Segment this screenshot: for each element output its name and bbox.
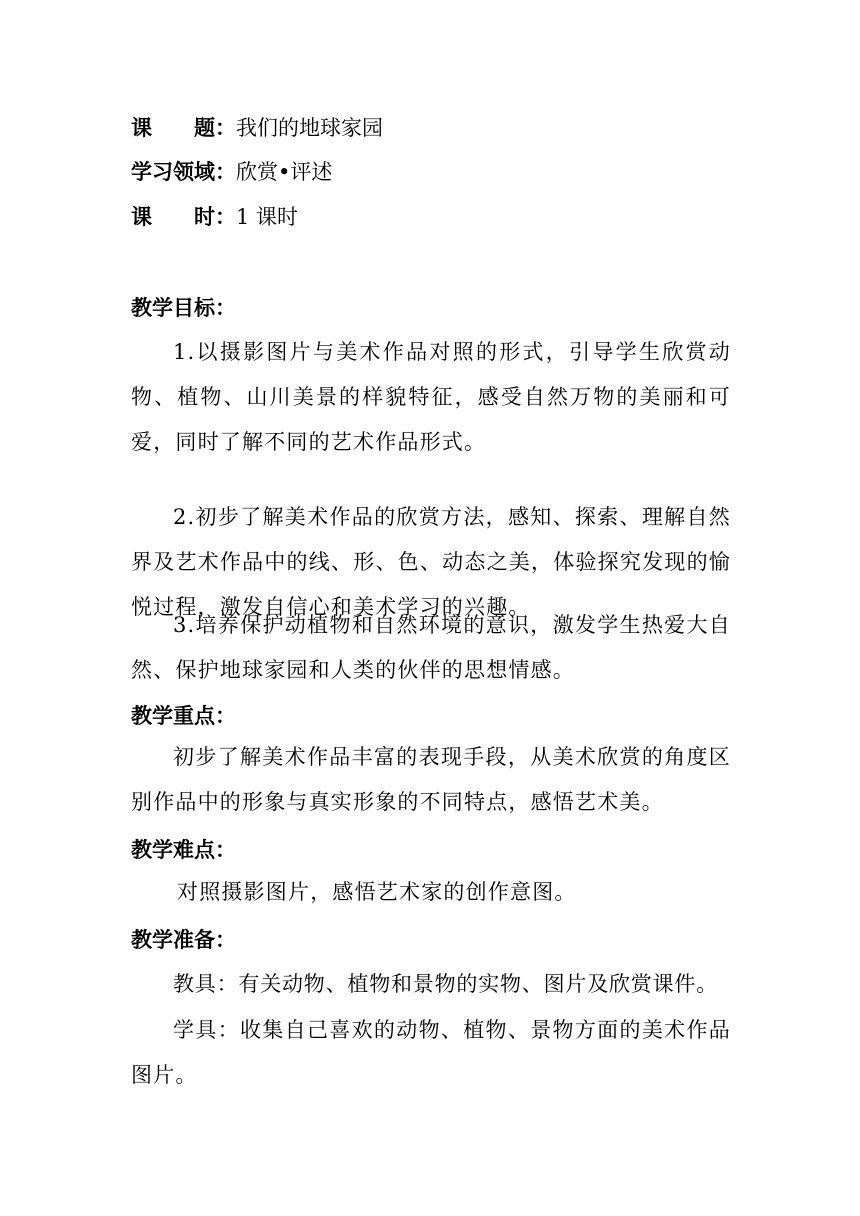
key-points-text: 初步了解美术作品丰富的表现手段，从美术欣赏的角度区别作品中的形象与真实形象的不同特点，感悟艺术美。 (131, 745, 731, 814)
period-line (131, 203, 731, 231)
domain-line (131, 158, 731, 186)
objective-item-1: 1.以摄影图片与美术作品对照的形式，引导学生欣赏动物、植物、山川美景的样貌特征，感受自然万物的美丽和可爱，同时了解不同的艺术作品形式。 (131, 340, 731, 454)
domain-value: 欣赏•评述 (236, 160, 333, 184)
key-points-heading: 教学重点： (131, 703, 236, 728)
period-label: 课 时： (131, 204, 236, 229)
topic-line (131, 114, 731, 142)
student-tools-text: 学具：收集自己喜欢的动物、植物、景物方面的美术作品图片。 (131, 1018, 731, 1087)
teacher-tools-text: 教具：有关动物、植物和景物的实物、图片及欣赏课件。 (173, 972, 718, 996)
objective-item-2: 2.初步了解美术作品的欣赏方法，感知、探索、理解自然界及艺术作品中的线、形、色、动态之美，体验探究发现的愉悦过程，激发自信心和美术学习的兴趣。 (131, 505, 731, 619)
difficulties-text: 对照摄影图片，感悟艺术家的创作意图。 (177, 880, 577, 904)
objective-item-3: 3.培养保护动植物和自然环境的意识，激发学生热爱大自然、保护地球家园和人类的伙伴的思想情感。 (131, 613, 731, 682)
domain-label: 学习领域： (131, 159, 236, 184)
objectives-heading: 教学目标： (131, 295, 236, 320)
topic-label: 课 题： (131, 115, 236, 140)
preparation-heading: 教学准备： (131, 927, 236, 952)
period-value: 1 课时 (236, 205, 299, 229)
difficulties-heading: 教学难点： (131, 837, 236, 862)
topic-value: 我们的地球家园 (236, 116, 383, 140)
